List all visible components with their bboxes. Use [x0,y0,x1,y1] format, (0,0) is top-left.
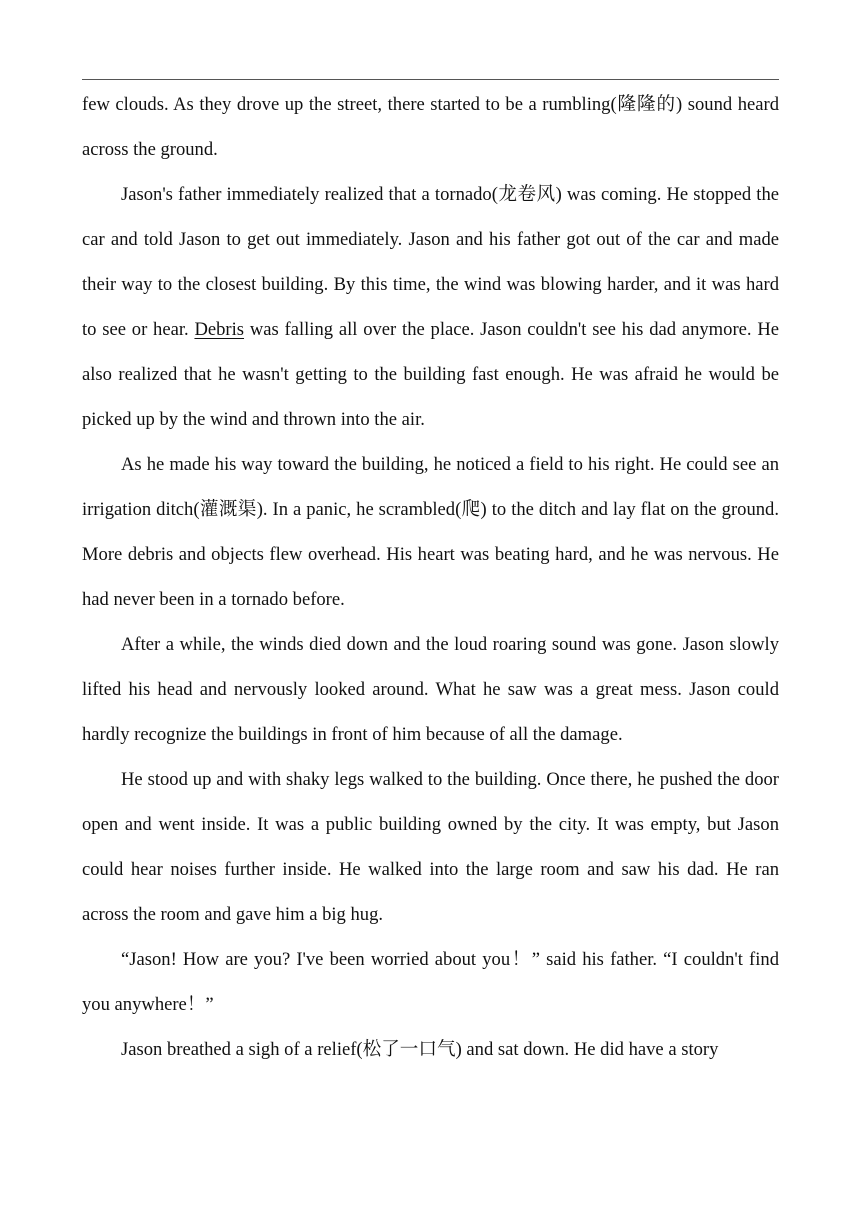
paragraph-6 [82,937,779,1027]
paragraph-1-text: few clouds. As they drove up the street, there started to be a rumbling(隆隆的) sound heard across the ground. [82,94,779,160]
paragraph-7-text: Jason breathed a sigh of a relief(松了一口气) and sat down. He did have a story [121,1039,719,1060]
paragraph-5-text: He stood up and with shaky legs walked to the building. Once there, he pushed the door open and went inside. It was a public building owned by the city. It was empty, but Jason could hear noises further inside. He walked into the large room and saw his dad. He ran across the room and gave him a big hug. [82,769,779,925]
paragraph-6-text: “Jason! How are you? I've been worried about you！” said his father. “I couldn't find you anywhere！” [82,949,779,1015]
underlined-word-debris: Debris [194,319,245,340]
paragraph-3-text: As he made his way toward the building, he noticed a field to his right. He could see an irrigation ditch(灌溉渠). In a panic, he scrambled(爬) to the ditch and lay flat on the ground. More debris and objects flew overhead. His heart was beating hard, and he was nervous. He had never been in a tornado before. [82,454,779,610]
paragraph-3 [82,442,779,622]
paragraph-2-text-b: was falling all over the place. Jason couldn't see his dad anymore. He also realized that he wasn't getting to the building fast enough. He was afraid he would be picked up by the wind and thrown into the air. [82,319,779,430]
paragraph-4 [82,622,779,757]
story-text [82,82,779,1072]
paragraph-5 [82,757,779,937]
paragraph-1 [82,82,779,172]
paragraph-2 [82,172,779,442]
paragraph-4-text: After a while, the winds died down and the loud roaring sound was gone. Jason slowly lifted his head and nervously looked around. What he saw was a great mess. Jason could hardly recognize the buildings in front of him because of all the damage. [82,634,779,745]
header-rule [82,79,779,80]
paragraph-7 [82,1027,779,1072]
paragraph-2-text-a: Jason's father immediately realized that a tornado(龙卷风) was coming. He stopped the car and told Jason to get out immediately. Jason and his father got out of the car and made their way to the closest building. By this time, the wind was blowing harder, and it was hard to see or hear. [82,184,779,340]
